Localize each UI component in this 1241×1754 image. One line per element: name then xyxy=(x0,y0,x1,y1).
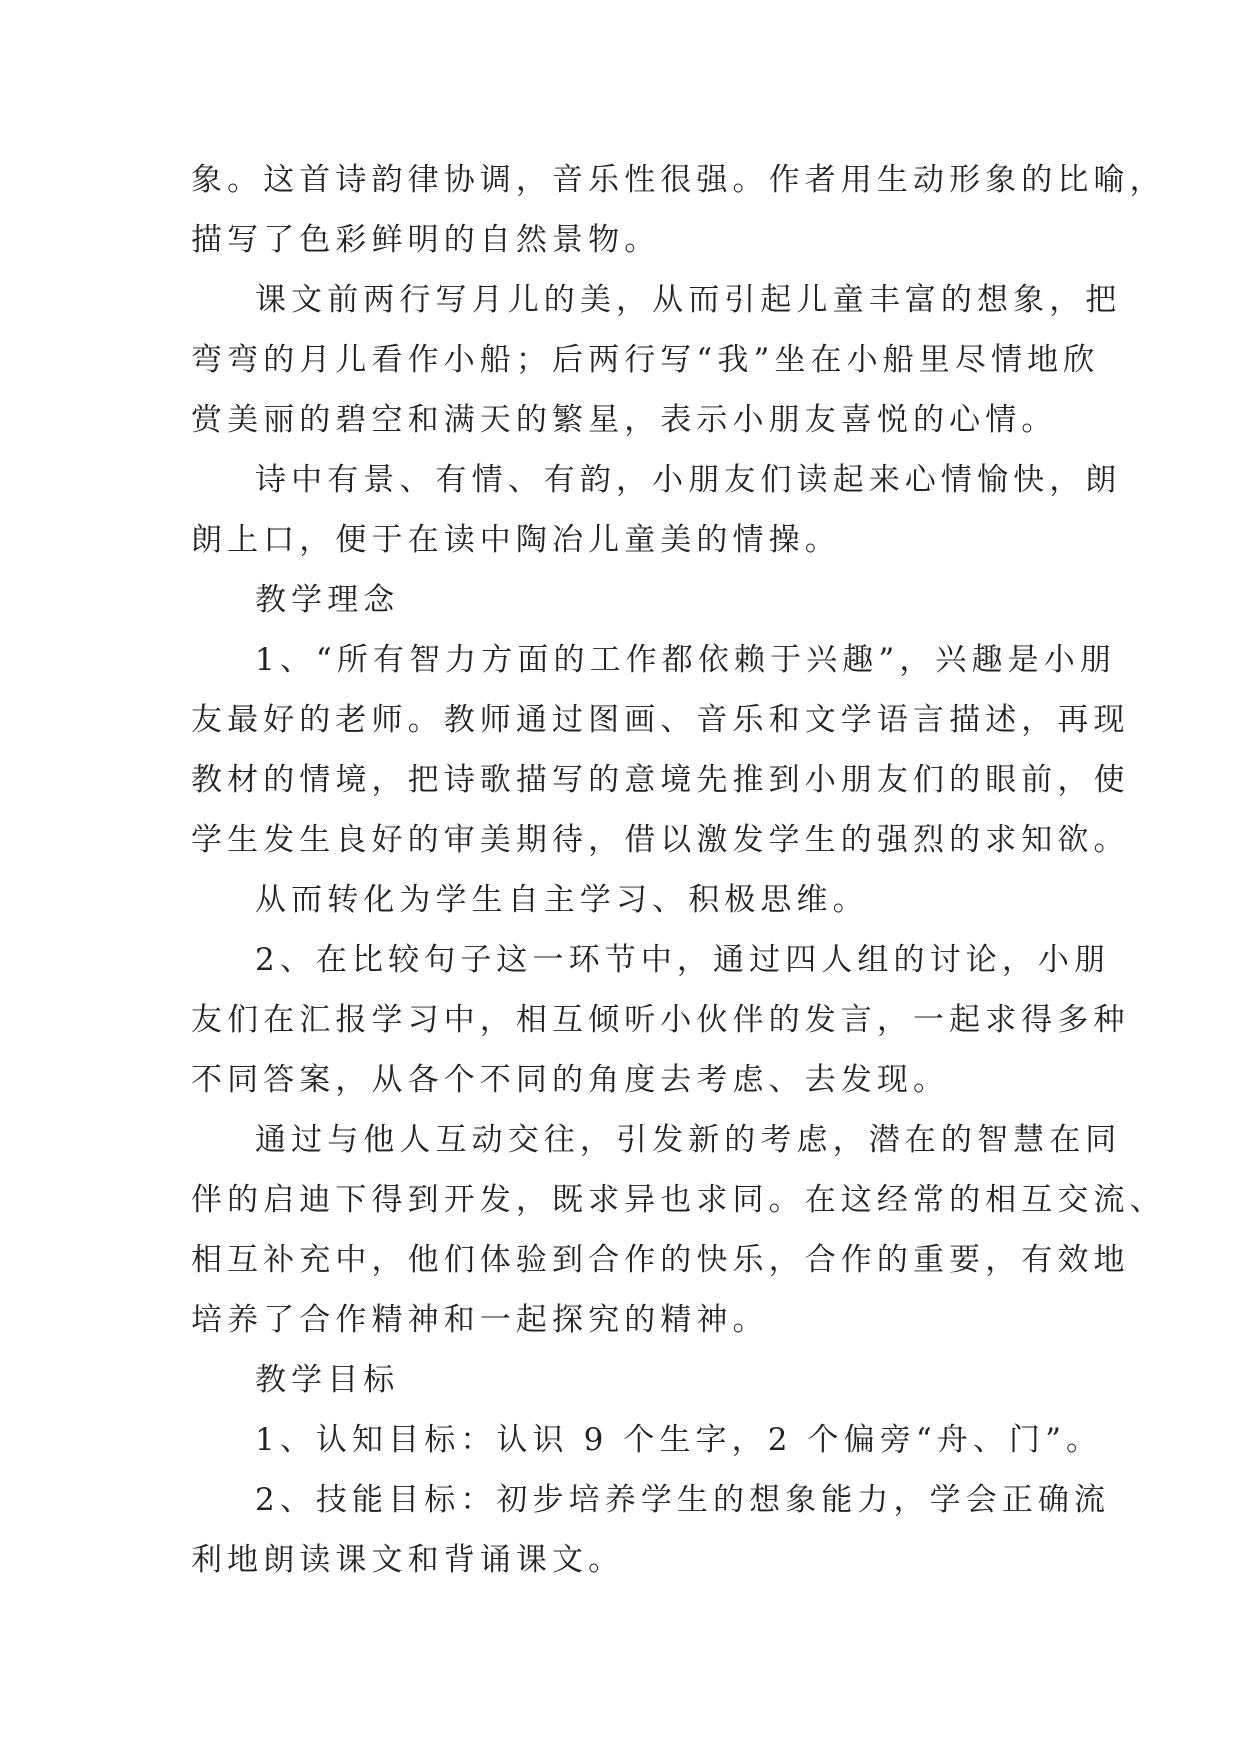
document-page xyxy=(191,150,1166,1590)
text-line: 培养了合作精神和一起探究的精神。 xyxy=(191,1302,769,1338)
text-line: 伴的启迪下得到开发，既求异也求同。在这经常的相互交流、 xyxy=(191,1182,1166,1218)
paragraph xyxy=(191,270,1122,450)
text-line: 象。这首诗韵律协调，音乐性很强。作者用生动形象的比喻， xyxy=(191,162,1166,198)
text-line: 描写了色彩鲜明的自然景物。 xyxy=(191,222,661,258)
heading-text: 教学理念 xyxy=(255,582,400,618)
paragraph xyxy=(191,870,1051,930)
paragraph xyxy=(191,930,1130,1110)
text-line: 不同答案，从各个不同的角度去考虑、去发现。 xyxy=(191,1062,950,1098)
text-line: 利地朗读课文和背诵课文。 xyxy=(191,1542,625,1578)
text-line: 1、认知目标：认识 9 个生字，2 个偏旁“舟、门”。 xyxy=(255,1422,1103,1458)
text-line: 教材的情境，把诗歌描写的意境先推到小朋友们的眼前，使 xyxy=(191,762,1130,798)
text-line: 友最好的老师。教师通过图画、音乐和文学语言描述，再现 xyxy=(191,702,1130,738)
text-line: 相互补充中，他们体验到合作的快乐，合作的重要，有效地 xyxy=(191,1242,1130,1278)
paragraph xyxy=(191,1410,1103,1470)
section-heading xyxy=(191,570,1051,630)
heading-text: 教学目标 xyxy=(255,1362,400,1398)
text-line: 学生发生良好的审美期待，借以激发学生的强烈的求知欲。 xyxy=(191,822,1130,858)
paragraph xyxy=(191,150,1166,270)
paragraph xyxy=(191,1470,1111,1590)
text-line: 通过与他人互动交往，引发新的考虑，潜在的智慧在同 xyxy=(255,1122,1122,1158)
text-line: 2、技能目标：初步培养学生的想象能力，学会正确流 xyxy=(255,1482,1111,1518)
text-line: 诗中有景、有情、有韵，小朋友们读起来心情愉快，朗 xyxy=(255,462,1122,498)
text-line: 朗上口，便于在读中陶冶儿童美的情操。 xyxy=(191,522,841,558)
text-line: 友们在汇报学习中，相互倾听小伙伴的发言，一起求得多种 xyxy=(191,1002,1130,1038)
text-line: 从而转化为学生自主学习、积极思维。 xyxy=(255,882,869,918)
section-heading xyxy=(191,1350,1051,1410)
paragraph xyxy=(191,450,1122,570)
paragraph xyxy=(191,630,1130,870)
text-line: 课文前两行写月儿的美，从而引起儿童丰富的想象，把 xyxy=(255,282,1122,318)
paragraph xyxy=(191,1110,1166,1350)
text-line: 赏美丽的碧空和满天的繁星，表示小朋友喜悦的心情。 xyxy=(191,402,1058,438)
text-line: 1、“所有智力方面的工作都依赖于兴趣”，兴趣是小朋 xyxy=(255,642,1116,678)
text-line: 2、在比较句子这一环节中，通过四人组的讨论，小朋 xyxy=(255,942,1111,978)
text-line: 弯弯的月儿看作小船；后两行写“我”坐在小船里尽情地欣 xyxy=(191,342,1100,378)
